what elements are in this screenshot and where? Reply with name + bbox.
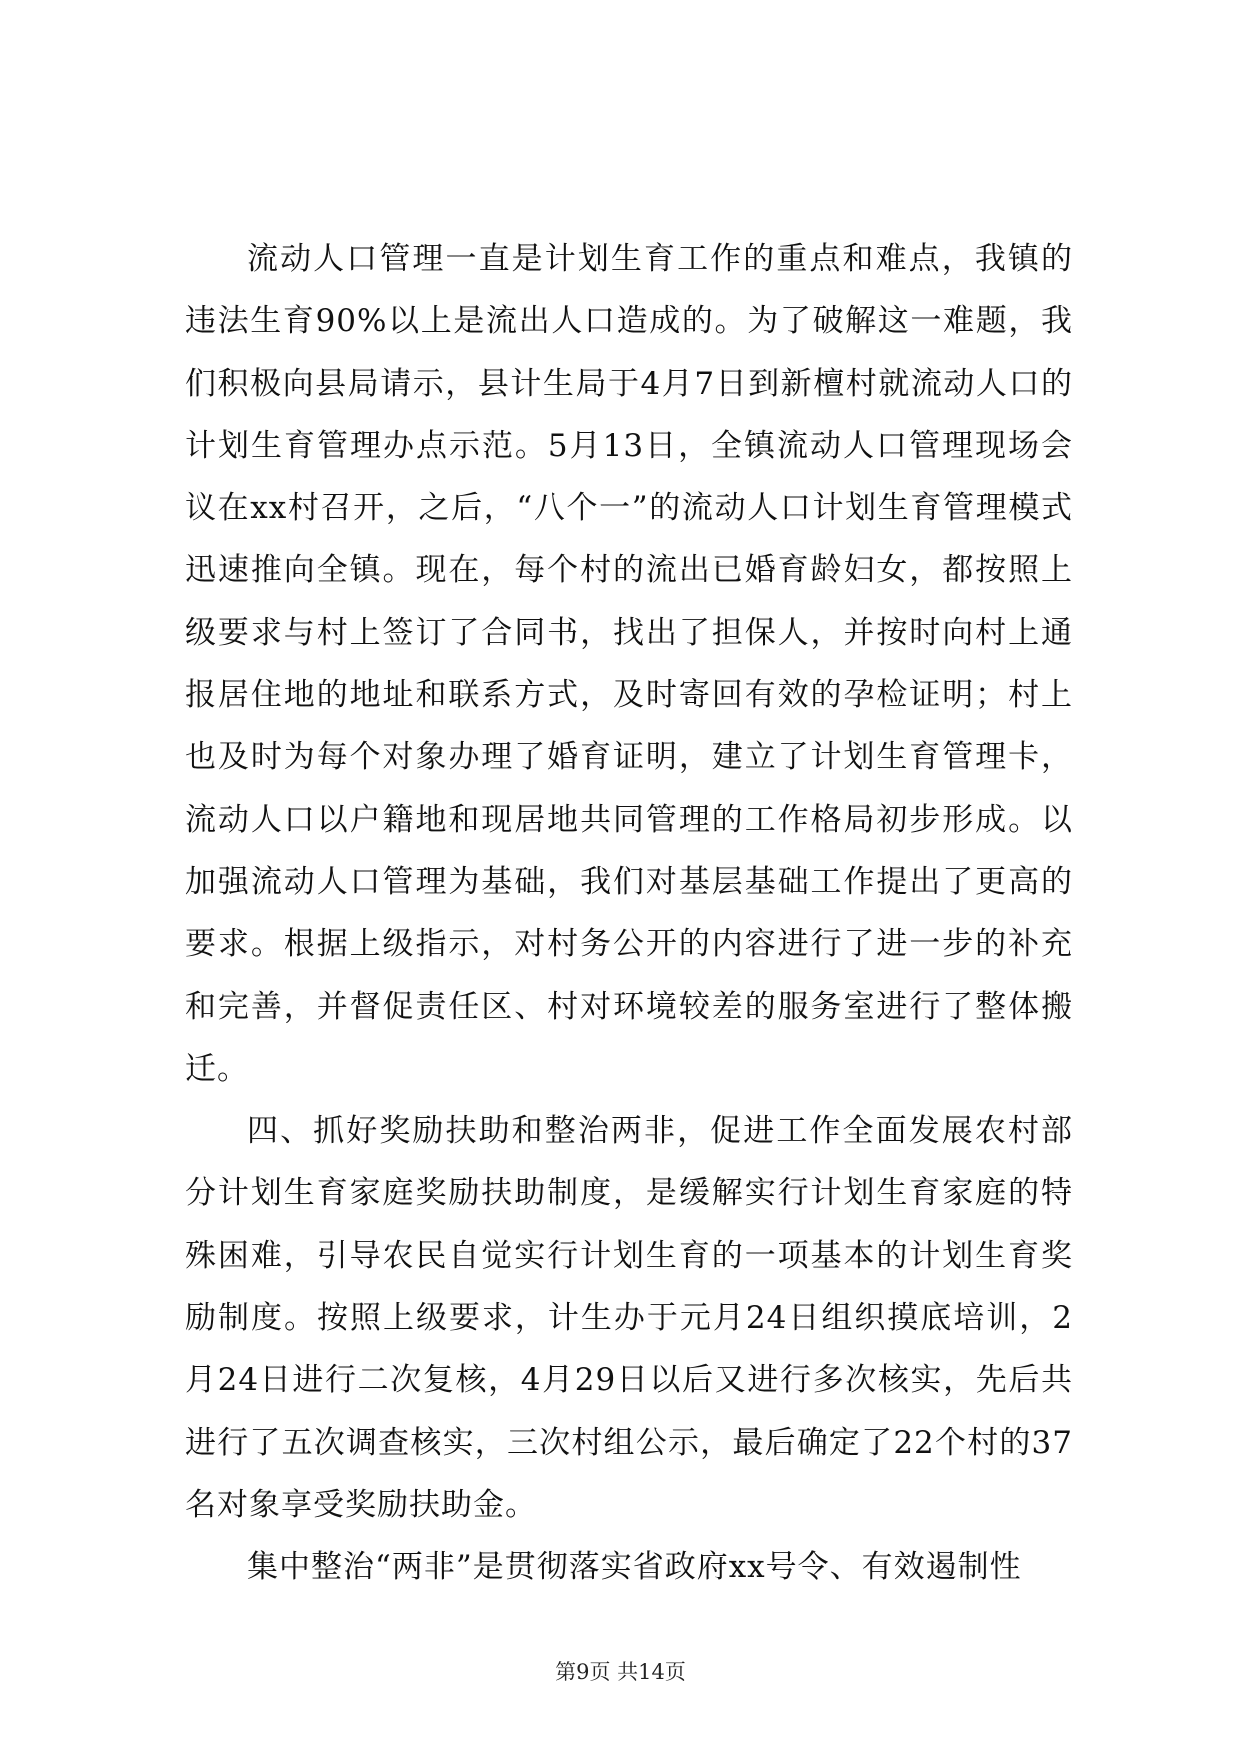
document-body <box>185 228 1073 1599</box>
paragraph-reward-assistance: 四、抓好奖励扶助和整治两非，促进工作全面发展农村部分计划生育家庭奖励扶助制度，是缓解实行计划生育家庭的特殊困难，引导农民自觉实行计划生育的一项基本的计划生育奖励制度。按照上级要求，计生办于元月24日组织摸底培训，2月24日进行二次复核，4月29日以后又进行多次核实，先后共进行了五次调查核实，三次村组公示，最后确定了22个村的37名对象享受奖励扶助金。 <box>185 1113 1073 1523</box>
paragraph-two-illegal-rectification: 集中整治“两非”是贯彻落实省政府xx号令、有效遏制性 <box>247 1549 1022 1586</box>
page-number-footer: 第9页 共14页 <box>555 1660 686 1684</box>
paragraph-floating-population: 流动人口管理一直是计划生育工作的重点和难点，我镇的违法生育90%以上是流出人口造成的。为了破解这一难题，我们积极向县局请示，县计生局于4月7日到新檀村就流动人口的计划生育管理办点示范。5月13日，全镇流动人口管理现场会议在xx村召开，之后，“八个一”的流动人口计划生育管理模式迅速推向全镇。现在，每个村的流出已婚育龄妇女，都按照上级要求与村上签订了合同书，找出了担保人，并按时向村上通报居住地的地址和联系方式，及时寄回有效的孕检证明；村上也及时为每个对象办理了婚育证明，建立了计划生育管理卡，流动人口以户籍地和现居地共同管理的工作格局初步形成。以加强流动人口管理为基础，我们对基层基础工作提出了更高的要求。根据上级指示，对村务公开的内容进行了进一步的补充和完善，并督促责任区、村对环境较差的服务室进行了整体搬迁。 <box>185 241 1073 1087</box>
